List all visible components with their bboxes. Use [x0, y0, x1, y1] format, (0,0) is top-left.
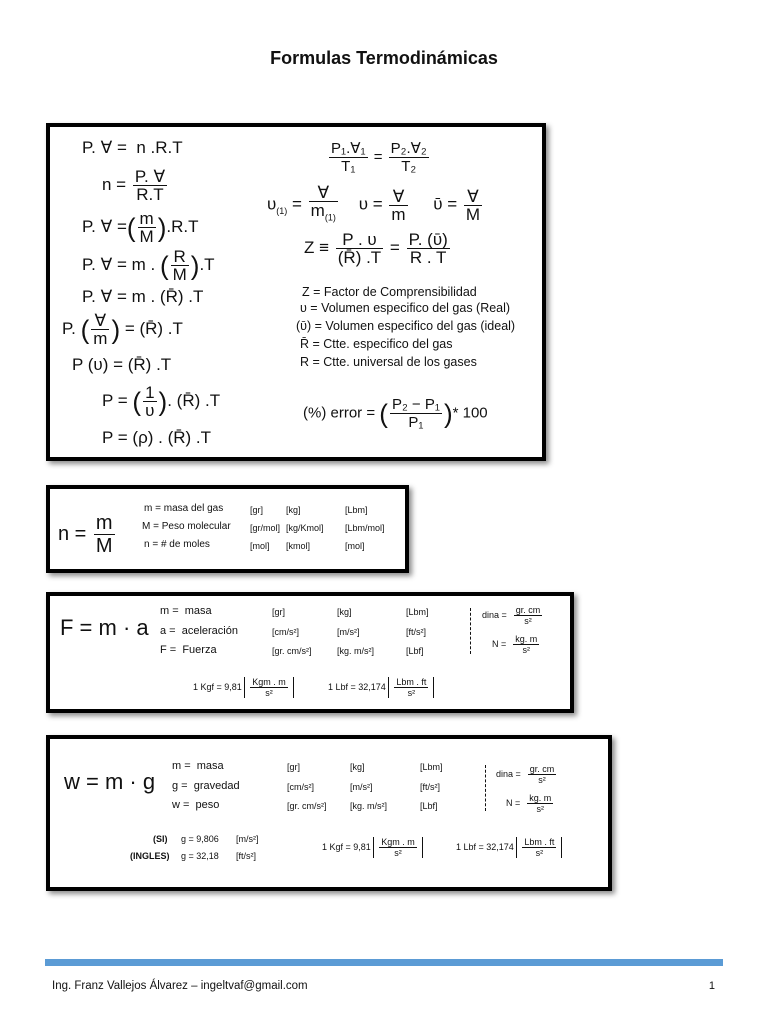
box2-unit-3-3: [mol] [345, 541, 365, 551]
box4-unit-2-3: [ft/s²] [420, 782, 440, 792]
box3-conv-lbf: 1 Lbf = 32,174 $\frac{\text{Lbm . ft}}{\text{s²}}$ [328, 677, 434, 698]
box3-row-3: F = Fuerza [160, 644, 217, 656]
footer-divider [45, 959, 723, 966]
box4-row-2: g = gravedad [172, 780, 240, 792]
box3-newton: N = $\frac{kg. m}{\text{s²}}$ [492, 634, 538, 655]
box2-unit-2-3: [Lbm/mol] [345, 523, 385, 533]
formula-p-inv-nu: P = ( $\frac{1}{\upsilon}$ ). (R̄) .T [102, 383, 221, 420]
footer-author: Ing. Franz Vallejos Álvarez – ingeltvaf@gmail.com [52, 980, 308, 992]
box4-divider [485, 765, 486, 811]
formula-p-rho: P = (ρ) . (R̄) .T [102, 428, 211, 447]
formula-percent-error: (%) error = ( $\frac{\text{P₂ − P₁}}{\text{P₁}}$ )* 100 [303, 396, 488, 431]
box4-dina: dina = $\frac{gr. cm}{\text{s²}}$ [496, 764, 555, 785]
formula-moles: n = $\frac{m}{M}$ [58, 512, 113, 557]
formula-p-nu: P (υ) = (R̄) .T [72, 355, 172, 374]
box4-unit-3-3: [Lbf] [420, 801, 438, 811]
box3-unit-2-3: [ft/s²] [406, 627, 426, 637]
box2-row-2: M = Peso molecular [142, 521, 231, 532]
box3-conv-kgf: 1 Kgf = 9,81 $\frac{\text{Kgm . m}}{\text{s²}}$ [193, 677, 294, 698]
formula-pv-rbar: P. ∀ = m . (R̄) .T [82, 287, 204, 306]
box3-divider [470, 608, 471, 654]
box4-unit-1-1: [gr] [287, 762, 301, 772]
formula-compressibility: Z ≡ $\frac{P . \upsilon}{(R̄) .T}$ = $\frac{\text{P. (ῡ)}}{R . T}$ [304, 230, 448, 267]
definition-nu-real: υ = Volumen especifico del gas (Real) [300, 301, 511, 315]
box4-newton: N = $\frac{kg. m}{\text{s²}}$ [506, 793, 552, 814]
box2-unit-2-2: [kg/Kmol] [286, 523, 324, 533]
box4-si-value: g = 9,806 [181, 834, 219, 844]
definition-r: R = Ctte. universal de los gases [300, 355, 477, 369]
box2-unit-3-1: [mol] [250, 541, 270, 551]
box3-unit-3-1: [gr. cm/s²] [272, 646, 312, 656]
box2-unit-1-1: [gr] [250, 505, 264, 515]
page-number: 1 [708, 980, 715, 992]
box3-row-2: a = aceleración [160, 625, 238, 637]
box4-unit-1-2: [kg] [350, 762, 365, 772]
formula-pv-mm: P. ∀ =( $\frac{m}{M}$ ).R.T [82, 209, 199, 246]
definition-nu-ideal: (ῡ) = Volumen especifico del gas (ideal) [296, 319, 516, 333]
formula-n: n = $\frac{P. \forall}{R.T}$ [102, 167, 166, 204]
box3-row-1: m = masa [160, 605, 212, 617]
box2-unit-3-2: [kmol] [286, 541, 311, 551]
page-title: Formulas Termodinámicas [270, 48, 498, 68]
formula-pv-rm: P. ∀ = m . ( $\frac{R}{M}$ ).T [82, 247, 215, 284]
box4-conv-kgf: 1 Kgf = 9,81 $\frac{\text{Kgm . m}}{\text{s²}}$ [322, 837, 423, 858]
formula-specific-volume: $\upsilon_{(1)}$ = $\frac{\forall}{m_{(1)}}$ υ = $\frac{\forall}{m}$ ῡ = $\frac{\forall}{M}$ [267, 183, 481, 224]
box3-unit-3-3: [Lbf] [406, 646, 424, 656]
box4-ingles-label: (INGLES) [130, 851, 170, 861]
definition-z: Z = Factor de Comprensibilidad [302, 285, 477, 299]
box4-unit-2-1: [cm/s²] [287, 782, 314, 792]
box4-row-3: w = peso [172, 799, 220, 811]
formula-weight: w = m · g [64, 769, 156, 794]
box2-unit-1-3: [Lbm] [345, 505, 368, 515]
box4-unit-3-1: [gr. cm/s²] [287, 801, 327, 811]
box4-unit-1-3: [Lbm] [420, 762, 443, 772]
formula-force: F = m · a [60, 615, 149, 640]
box4-row-1: m = masa [172, 760, 224, 772]
box3-unit-2-1: [cm/s²] [272, 627, 299, 637]
box4-conv-lbf: 1 Lbf = 32,174 $\frac{\text{Lbm . ft}}{\text{s²}}$ [456, 837, 562, 858]
box2-unit-2-1: [gr/mol] [250, 523, 281, 533]
box3-unit-1-3: [Lbm] [406, 607, 429, 617]
box3-unit-1-1: [gr] [272, 607, 286, 617]
box4-unit-3-2: [kg. m/s²] [350, 801, 388, 811]
box3-unit-3-2: [kg. m/s²] [337, 646, 375, 656]
formula-p-vm: P. ( $\frac{\forall}{m}$ ) = (R̄) .T [62, 311, 183, 348]
box3-unit-1-2: [kg] [337, 607, 352, 617]
definition-rbar: R̄ = Ctte. especifico del gas [300, 337, 453, 351]
box2-unit-1-2: [kg] [286, 505, 301, 515]
box3-dina: dina = $\frac{gr. cm}{\text{s²}}$ [482, 605, 541, 626]
box2-row-3: n = # de moles [144, 539, 210, 550]
box4-ingles-unit: [ft/s²] [236, 851, 256, 861]
formula-combined-gas: $\frac{\text{P₁.∀₁}}{\text{T₁}}$ = $\frac{\text{P₂.∀₂}}{\text{T₂}}$ [331, 140, 427, 175]
box4-si-unit: [m/s²] [236, 834, 259, 844]
box4-si-label: (SI) [153, 834, 168, 844]
box4-unit-2-2: [m/s²] [350, 782, 373, 792]
box2-row-1: m = masa del gas [144, 503, 224, 514]
box3-unit-2-2: [m/s²] [337, 627, 360, 637]
box4-ingles-value: g = 32,18 [181, 851, 219, 861]
formula-ideal-gas: P. ∀ = n .R.T [82, 138, 183, 157]
